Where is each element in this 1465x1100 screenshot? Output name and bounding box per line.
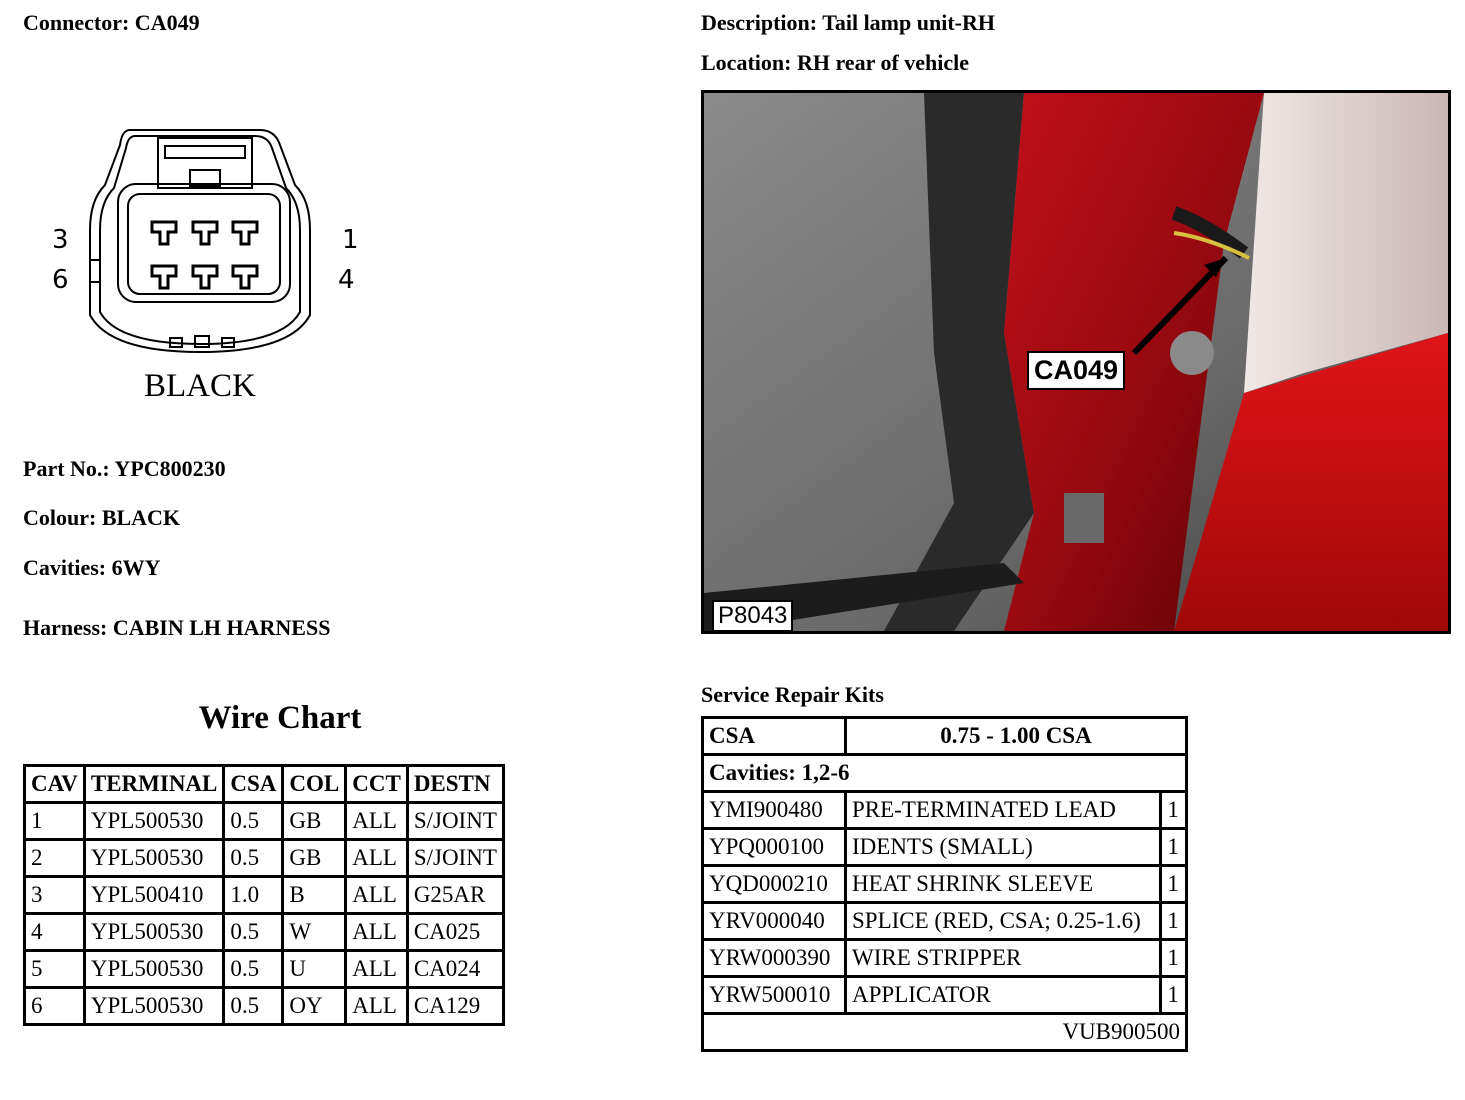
kit-part-number: YRW500010 [703,977,846,1014]
kits-cavities-label: Cavities: 1,2-6 [703,755,1187,792]
kit-quantity: 1 [1161,866,1187,903]
cavities-label: Cavities: 6WY [23,555,161,580]
connector-label: Connector: CA049 [23,10,200,35]
cell-cct: ALL [346,803,408,840]
cell-terminal: YPL500530 [84,951,224,988]
csa-label: CSA [703,718,846,755]
table-row [703,792,1187,829]
table-row [25,988,504,1025]
table-row [25,951,504,988]
kit-quantity: 1 [1161,829,1187,866]
cell-col: GB [283,803,346,840]
table-row [25,803,504,840]
cell-terminal: YPL500530 [84,988,224,1025]
cell-terminal: YPL500530 [84,914,224,951]
kit-number-row [703,1014,1187,1051]
cell-cav: 3 [25,877,85,914]
header-cav: CAV [25,766,85,803]
description-label: Description: Tail lamp unit-RH [701,10,995,35]
kit-description: HEAT SHRINK SLEEVE [846,866,1161,903]
kit-quantity: 1 [1161,977,1187,1014]
kit-description: PRE-TERMINATED LEAD [846,792,1161,829]
connector-colour-caption: BLACK [144,368,256,404]
table-row [25,877,504,914]
kit-description: WIRE STRIPPER [846,940,1161,977]
cell-terminal: YPL500530 [84,803,224,840]
table-row [703,903,1187,940]
service-kits-title: Service Repair Kits [701,682,884,707]
cell-cct: ALL [346,951,408,988]
cell-csa: 0.5 [224,951,283,988]
header-cct: CCT [346,766,408,803]
cell-csa: 0.5 [224,914,283,951]
cell-col: GB [283,840,346,877]
cell-csa: 0.5 [224,803,283,840]
colour-label: Colour: BLACK [23,505,181,530]
header-terminal: TERMINAL [84,766,224,803]
cell-cav: 2 [25,840,85,877]
cell-cct: ALL [346,840,408,877]
cell-cct: ALL [346,914,408,951]
kit-number: VUB900500 [703,1014,1187,1051]
kit-description: SPLICE (RED, CSA; 0.25-1.6) [846,903,1161,940]
cell-cav: 4 [25,914,85,951]
service-kits-table [701,716,1188,1052]
header-col: COL [283,766,346,803]
kit-part-number: YQD000210 [703,866,846,903]
location-label: Location: RH rear of vehicle [701,50,970,75]
photo-callout-label: CA049 [1027,351,1125,390]
kit-description: APPLICATOR [846,977,1161,1014]
kit-part-number: YRW000390 [703,940,846,977]
table-row [703,829,1187,866]
wire-chart-table [23,764,505,1026]
kit-quantity: 1 [1161,903,1187,940]
photo-id-label: P8043 [712,600,793,632]
kit-quantity: 1 [1161,940,1187,977]
cell-destn: S/JOINT [407,840,503,877]
pin-label-4: 4 [338,265,355,295]
pin-label-3: 3 [52,225,69,255]
table-row [25,840,504,877]
kit-part-number: YRV000040 [703,903,846,940]
cell-csa: 0.5 [224,840,283,877]
cell-terminal: YPL500410 [84,877,224,914]
cell-destn: CA024 [407,951,503,988]
table-row [703,977,1187,1014]
wire-chart-title: Wire Chart [198,700,362,736]
cell-csa: 1.0 [224,877,283,914]
cell-destn: S/JOINT [407,803,503,840]
csa-value: 0.75 - 1.00 CSA [846,718,1187,755]
cell-cct: ALL [346,877,408,914]
pin-label-6: 6 [52,265,69,295]
cell-cct: ALL [346,988,408,1025]
kit-part-number: YPQ000100 [703,829,846,866]
header-destn: DESTN [407,766,503,803]
harness-label: Harness: CABIN LH HARNESS [23,615,331,640]
cell-destn: CA025 [407,914,503,951]
table-row [25,914,504,951]
table-row [703,866,1187,903]
cell-col: U [283,951,346,988]
cell-col: OY [283,988,346,1025]
pin-label-1: 1 [342,225,359,255]
cell-destn: G25AR [407,877,503,914]
connector-face-drawing [52,120,380,410]
table-row [703,940,1187,977]
kit-quantity: 1 [1161,792,1187,829]
wire-chart-header-row [25,766,504,803]
cell-cav: 1 [25,803,85,840]
cell-terminal: YPL500530 [84,840,224,877]
location-photo [701,90,1451,634]
kit-part-number: YMI900480 [703,792,846,829]
csa-row [703,718,1187,755]
cell-cav: 5 [25,951,85,988]
kit-description: IDENTS (SMALL) [846,829,1161,866]
cavities-row [703,755,1187,792]
part-number: Part No.: YPC800230 [23,456,226,481]
cell-col: W [283,914,346,951]
cell-csa: 0.5 [224,988,283,1025]
header-csa: CSA [224,766,283,803]
cell-cav: 6 [25,988,85,1025]
cell-destn: CA129 [407,988,503,1025]
cell-col: B [283,877,346,914]
